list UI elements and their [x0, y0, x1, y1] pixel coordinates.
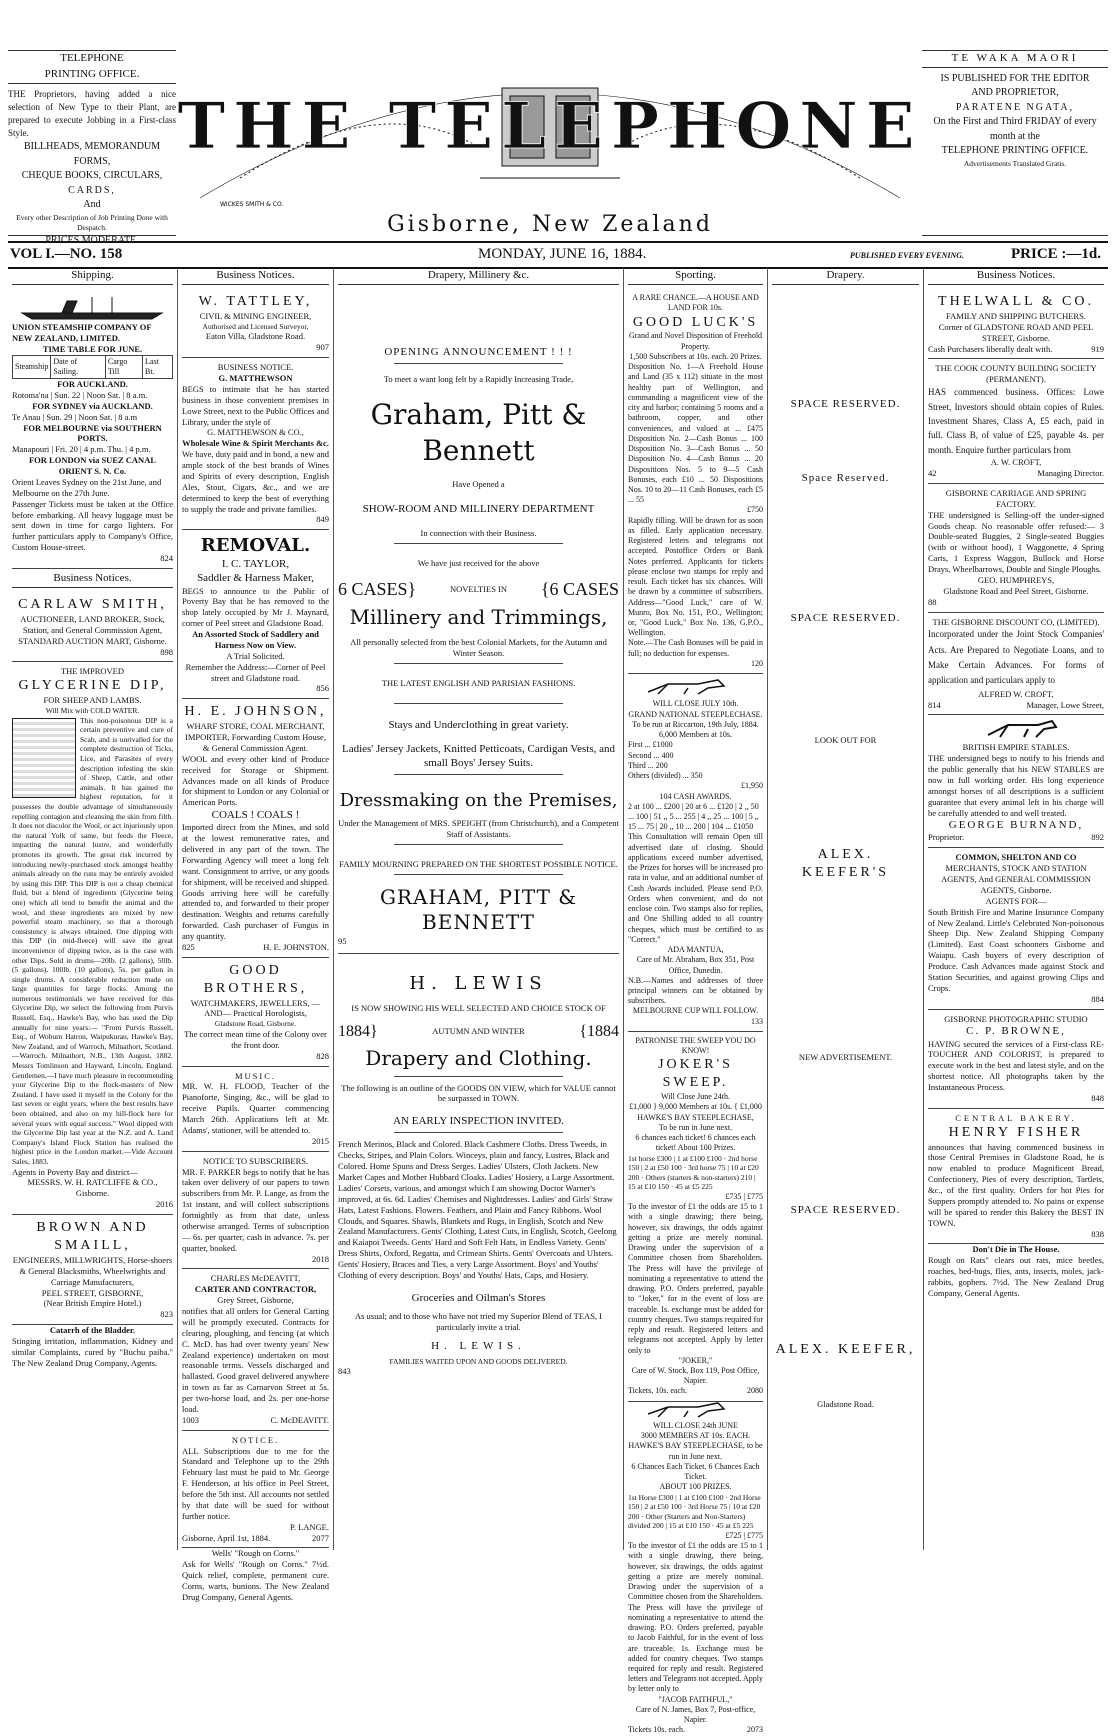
tattley-trade: CIVIL & MINING ENGINEER, — [199, 310, 312, 321]
tattley-ad — [182, 289, 329, 358]
lewis-drapery: Drapery and Clothing. — [365, 1045, 592, 1070]
ad-number: 919 — [1091, 343, 1104, 354]
gnsc-awards-body: 2 at 100 ... £200 | 20 at 6 ... £120 | 2 ,, 50 ... 100 | 51 ,, 5 ... 255 | 4 ,, 25 ... 100 | 5 ,, 15 ... 75 | 20 ,, 10 ... 200 | 104 ... £1050 — [628, 801, 759, 832]
carlaw-address: STANDARD AUCTION MART, Gisborne. — [18, 635, 167, 646]
jf-table: 1st Horse £300 | 1 at £100 £100 · 2nd Horse 150 | 2 at £50 100 · 3rd Horse 75 | 10 at £20 200 · Other (Starters and Non-Starters) divided 200 | 15 at £10 150 · 45 at £5 225 — [628, 1492, 761, 1531]
waka-title: TE WAKA MAORI — [922, 50, 1108, 68]
luck-body: Disposition No. 1—A Freehold House and Land (35 x 112) situate in the most healthy part of Wellington, and commanding a magnificent view of the city and harbor; containing 5 rooms and a bathroom, copper, and other conveniences, and valued at ... £475 Disposition No. 2—Cash Bonus ... 100 Disposition No. 3—Cash Bonus ... 50 Disposition No. 4—Cash Bonus ... 20 Dispositions Nos. 5 to 9—5 Cash Bonuses, each £10 ... 50 Dispositions Nos. 10 to 20—11 Cash Bonuses, each £5 ... 55 — [628, 362, 763, 505]
cases-right: {6 CASES — [540, 579, 619, 600]
orient-note: Orient Leaves Sydney on the 21st June, and Melbourne on the 27th June. — [12, 476, 162, 498]
printing-line6: PRICES MODERATE. — [45, 235, 139, 247]
jokers-sweep-ad — [628, 1032, 763, 1402]
glycerine-ad — [12, 662, 173, 1215]
printing-body: THE Proprietors, having added a nice selection of New Type to their Plant, are prepared to execute Jobbing in a First-class Style. — [8, 88, 176, 139]
jacob-address: Care of N. James, Box 7, Post-office, Napier. — [635, 1704, 756, 1725]
gnsc-prize4: Others (divided) ... 350 — [628, 771, 703, 781]
joker-sign: "JOKER," — [678, 1355, 713, 1365]
johnson-sign: H. E. JOHNSTON. — [263, 941, 329, 952]
notice-body: ALL Subscriptions due to me for the Standard and Telephone up to the 29th February last must be paid to Mr. George F. Henderson, at his office in Peel Street, before the 5th inst. All accounts not settled by that date will be sued for without further notice. — [182, 1445, 329, 1521]
jokers-body: To the investor of £1 the odds are 15 to 1 with a single drawing; there being, however, six drawings, the odds against getting a prize are merely nominal. Drawing under the supervision of a Committee chosen from Shareholders. The Press will have the privilege of nominating a representative to attend the drawing. P.O. Orders preferred, payable to "Joker," for in the event of loss are traceable. Is. exchange must be added for country cheques. Two stamps required for reply and result. Registered letters and telegrams not accepted. Apply by letter only to — [628, 1202, 763, 1355]
gnsc-prize1: First ... £1000 — [628, 740, 673, 750]
masthead — [177, 28, 923, 210]
jokers-chances: 6 chances each ticket! 6 chances each ticket! About 100 Prizes. — [635, 1133, 756, 1153]
th-steamship: Steamship — [13, 355, 51, 378]
carlaw-ad — [12, 592, 173, 662]
good-address: Gladstone Road, Gisborne. — [214, 1019, 297, 1029]
taylor-trial: A Trial Solicited. — [226, 650, 285, 661]
price: PRICE :—1d. — [1011, 246, 1102, 262]
cook-title: THE COOK COUNTY BUILDING SOCIETY (PERMANENT). — [935, 363, 1097, 385]
lewis-title: H. LEWIS — [409, 972, 548, 994]
die-title: Don't Die in The House. — [972, 1244, 1060, 1255]
stays: Stays and Underclothing in great variety. — [388, 718, 569, 731]
jackets: Ladies' Jersey Jackets, Knitted Petticoats, Cardigan Vests, and small Boys' Jersey Suits. — [341, 742, 616, 769]
carriage-factory-ad — [928, 484, 1104, 613]
ad-number: 42 — [928, 468, 937, 479]
bakery-title: CENTRAL BAKERY. — [955, 1112, 1077, 1123]
johnson-body: WOOL and every other kind of Produce received for Storage or Shipment. Advances made on all kinds of Produce for shipment to London or any Colonial or American Ports. — [182, 753, 329, 808]
luck-total: £750 — [747, 505, 763, 515]
family-mourning: FAMILY MOURNING PREPARED ON THE SHORTEST POSSIBLE NOTICE. — [339, 858, 618, 869]
croft-title: Managing Director. — [1037, 468, 1104, 479]
dressmaking-title: Dressmaking on the Premises, — [339, 789, 618, 811]
common-shelton-ad — [928, 848, 1104, 1009]
keefer-name: ALEX. KEEFER'S — [801, 847, 890, 881]
johnson-name: H. E. JOHNSON, — [184, 704, 327, 720]
column-head: Business Notices. — [928, 268, 1104, 285]
lewis-autumn: AUTUMN AND WINTER — [432, 1026, 525, 1037]
rare-chance: A RARE CHANCE.—A HOUSE AND LAND FOR 10s. — [632, 293, 759, 313]
catarrh-title: Catarrh of the Bladder. — [49, 1325, 136, 1336]
central-bakery-ad — [928, 1109, 1104, 1245]
row-melbourne: Manapouri | Fri. 20 | 4 p.m. Thu. | 4 p.m. — [12, 444, 151, 455]
removal-title: REMOVAL. — [200, 535, 311, 557]
ad-number: 838 — [1091, 1228, 1104, 1239]
wells-body: Ask for Wells' "Rough on Corns." 7½d. Quick relief, complete, permanent cure. Corns, warts, bunions. The New Zealand Drug Company, General Agents. — [182, 1559, 329, 1602]
volume-number: VOL I.—NO. 158 — [10, 246, 123, 262]
printing-line1: BILLHEADS, MEMORANDUM FORMS, — [23, 141, 161, 167]
passenger-note: Passenger Tickets must be taken at the Office before embarking. All heavy luggage must be sent down in time for cargo lighters. For further particulars apply to Company's Office, Custom House-street. — [12, 498, 173, 553]
year-left: 1884} — [338, 1022, 378, 1040]
rough-on-rats-ad — [928, 1244, 1104, 1298]
notice-date: Gisborne, April 1st, 1884. — [182, 1532, 271, 1543]
glyc-mix: Will Mix with COLD WATER. — [45, 706, 140, 716]
johnson-ad — [182, 699, 329, 957]
for-melbourne: FOR MELBOURNE via SOUTHERN PORTS. — [23, 422, 162, 444]
lange-notice-ad — [182, 1431, 329, 1549]
mcd-body: notifies that all orders for General Carting will be promptly executed. Contracts for clearing, ploughing, and fencing (at which C. McD. has had over twenty years' New Zealand experience) undertaken on most reasonable terms. Vessels discharged and ballasted. Good gravel delivered anywhere in town as far as Carnarvon Street at 5s. per two-horse load, and 2s. per one-horse load. — [182, 1306, 329, 1414]
empire-title: BRITISH EMPIRE STABLES. — [962, 742, 1070, 753]
humphreys-name: GEO. HUMPHREYS, — [977, 574, 1055, 585]
waka-line6: Advertisements Translated Gratis. — [963, 158, 1067, 168]
matthewson-ad — [182, 358, 329, 530]
taylor-name: I. C. TAYLOR, — [221, 558, 290, 571]
agents-body: South British Fire and Marine Insurance Company of New Zealand. Little's Celebrated Non-poisonous Sheep Dip. New Zealand Shipping Company (Limited). East Coast schooners Gisborne and Waiapu. Cash buyers of every description of Produce. Cash Advances made against Stock and Station Securities, and against growing Clips and Crops. — [928, 906, 1104, 993]
matthewson-co: G. MATTHEWSON & CO., — [207, 427, 304, 438]
ad-number: 814 — [928, 699, 941, 710]
lewis-inspection: AN EARLY INSPECTION INVITED. — [393, 1115, 564, 1128]
keefer-name2: ALEX. KEEFER, — [775, 1341, 916, 1357]
lewis-outline: The following is an outline of the GOODS ON VIEW, which for VALUE cannot be surpassed in TOWN. — [341, 1082, 616, 1104]
ad-number: 898 — [160, 646, 173, 657]
column-head: Drapery, Millinery &c. — [338, 268, 619, 285]
gpb-ad — [338, 345, 619, 954]
jokers-close: Will Close June 24th. — [660, 1092, 730, 1102]
matthewson-trade: Wholesale Wine & Spirit Merchants &c. — [182, 438, 329, 449]
ad-number: 825 — [182, 941, 195, 952]
humphreys-address: Gladstone Road and Peel Street, Gisborne. — [943, 585, 1089, 596]
column-head: Shipping. — [12, 268, 173, 285]
ad-number: 120 — [751, 658, 763, 668]
patronise: PATRONISE THE SWEEP YOU DO KNOW! — [635, 1035, 756, 1056]
subs-body: MR. F. PARKER begs to notify that he has taken over delivery of our papers to town subscribers from Mr. P. Lange, as from the 1st instant, and will collect subscriptions fortnightly as from that date, unless otherwise arranged. Terms of subscription— 6s. per quarter, cash in advance. 7s. per quarter, booked. — [182, 1166, 329, 1253]
taylor-address: Remember the Address:—Corner of Peel street and Gladstone road. — [185, 661, 326, 683]
ad-number: 907 — [316, 342, 329, 353]
published-note: PUBLISHED EVERY EVENING. — [850, 251, 965, 260]
brown-address: PEEL STREET, GISBORNE, — [41, 1287, 144, 1298]
gnsc-members: 6,000 Members at 10s. — [658, 730, 733, 740]
tattley-name: W. TATTLEY, — [198, 294, 313, 310]
jokers-total: £735 | £775 — [725, 1191, 763, 1201]
gpb-title: Graham, Pitt & Bennett — [370, 398, 587, 467]
gnsc-title: GRAND NATIONAL STEEPLECHASE. — [628, 709, 763, 719]
jokers-run: To be run in June next. — [658, 1122, 733, 1132]
cook-county-ad — [928, 359, 1104, 483]
ad-number: 848 — [1091, 1092, 1104, 1103]
waka-line4: On the First and Third FRIDAY of every month at the — [933, 116, 1097, 142]
croft3-name: ALFRED W. CROFT, — [978, 688, 1054, 699]
wells-title: Wells' "Rough on Corns." — [211, 1548, 300, 1559]
gnsc-nb: N.B.—Names and addresses of three principal winners can be obtained by subscribers. — [628, 975, 763, 1006]
lewis-sign: H. LEWIS. — [431, 1339, 526, 1352]
gpb-showroom: SHOW-ROOM AND MILLINERY DEPARTMENT — [362, 502, 595, 515]
empire-stables-ad — [928, 715, 1104, 848]
common-trade: MERCHANTS, STOCK AND STATION AGENTS, And GENERAL COMMISSION AGENTS, Gisborne. — [941, 863, 1091, 895]
music-body: MR. W. H. FLOOD, Teacher of the Pianoforte, Singing, &c., will be glad to receive Pupils. Quarter commencing March 26th. Applications left at Mr. Adams', stationer, will be attended to. — [182, 1081, 329, 1135]
photo-studio-ad — [928, 1010, 1104, 1109]
column-business-notices-2 — [924, 268, 1108, 1550]
column-shipping — [8, 268, 178, 1550]
gnsc-body: This Consultation will remain Open till advertised date of closing. Should applications exceed number advertised, the Prizes for horses will be increased pro rata in value, and an additional number of Cash Awards included. Please send P.O. Orders when convenient, and do not enclose coin. Two stamps also for replies, and One Shilling added to all country cheques, which must be certified to as "Correct." — [628, 832, 763, 944]
gpb-opened: Have Opened a — [452, 478, 505, 489]
ada-name: ADA MANTUA, — [667, 945, 724, 955]
jf-prizes: ABOUT 100 PRIZES. — [659, 1482, 732, 1492]
mcd-trade: CARTER AND CONTRACTOR, — [194, 1284, 317, 1295]
good-luck-ad — [628, 289, 763, 674]
tattley-address: Eaton Villa, Gladstone Road. — [205, 331, 306, 342]
lewis-showing: IS NOW SHOWING HIS WELL SELECTED AND CHOICE STOCK OF — [351, 1002, 606, 1013]
for-london: FOR LONDON via SUEZ CANAL ORIENT S. N. Co. — [28, 455, 157, 477]
taylor-stock: An Assorted Stock of Saddlery and Harness Now on View. — [192, 629, 319, 650]
browne-name: C. P. BROWNE, — [966, 1025, 1066, 1038]
opening-want: To meet a want long felt by a Rapidly Increasing Trade, — [383, 374, 574, 385]
luck-note: Note.—The Cash Bonuses will be paid in full; no deduction for expenses. — [628, 638, 763, 658]
brown-near: (Near British Empire Hotel.) — [43, 1298, 142, 1309]
column-business-notices — [178, 268, 334, 1602]
mcd-street: Grey Street, Gisborne, — [217, 1295, 294, 1306]
catarrh-body: Stinging irritation, inflammation, Kidney and similar Complaints, cured by "Buchu paiba." The New Zealand Drug Company, Agents. — [12, 1336, 173, 1368]
glyc-intro: THE IMPROVED — [60, 666, 125, 677]
mcd-sign: C. McDEAVITT. — [270, 1414, 329, 1425]
jf-hb: HAWKE'S BAY STEEPLECHASE, to be run in June next. — [628, 1441, 763, 1461]
croft-name: A. W. CROFT, — [990, 457, 1042, 468]
carriage-body: THE undersigned is Selling-off the under-signed Goods cheap. No reasonable offer refused:— 3 Double-seated Buggies, 2 Single-seated Buggies (with or without hood), 1 Waggonette, 4 Spring Carts, 1 Express Waggon, Bullock and Horse Drays, Wheelbarrows, Double and Single Ploughs. — [928, 509, 1104, 575]
taylor-trade: Saddler & Harness Maker, — [197, 572, 314, 585]
carlaw-trade: AUCTIONEER, LAND BROKER, Stock, Station, and General Commission Agent, — [20, 613, 165, 635]
joker-tickets: Tickets, 10s. each. — [628, 1386, 688, 1396]
notice-title: NOTICE. — [231, 1434, 280, 1445]
cook-body: HAS commenced business. Offices: Lowe Street, Investors should obtain copies of Rules. Investment Shares, Class A, £5 each, paid in full. Class B, of value of £25, payable 4s. per month. Enquire further particulars from — [928, 387, 1104, 455]
dateline — [8, 241, 1108, 269]
jacob-sign: "JACOB FAITHFUL," — [658, 1694, 733, 1704]
carlaw-name: CARLAW SMITH, — [18, 597, 167, 612]
column-head: Sporting. — [628, 268, 763, 285]
jf-body: To the investor of £1 the odds are 15 to 1 with a single drawing, there being, however, six drawings, the odds against getting a prize are merely nominal. Drawing under the supervision of a Committee chosen from the Shareholders. The Press will have the privilege of nominating a representative to attend the drawing. P.O. Orders preferred, payable to Jacob Faithful, for in the event of loss are traceable. 1s. Exchange must be added for country cheques. Two stamps required for reply and result. Registered letters and Telegrams not accepted. Apply by letter only to — [628, 1541, 763, 1694]
grocery-title: Groceries and Oilman's Stores — [411, 1291, 546, 1304]
brown-smaill-ad — [12, 1215, 173, 1325]
fisher-body: announces that having commenced business in those Central Premises in Gladstone Road, he is now enabled to produce Magnificent Bread, Confectionery, Pies of every description, Tartlets, &c., of the first quality. Orders for hot Pies for Suppers promptly attended to. No pains or expense will be spared to render this Bakery the BEST IN TOWN. — [928, 1141, 1104, 1228]
millinery-title: Millinery and Trimmings, — [349, 605, 608, 630]
masthead-title: THE TELEPHONE — [177, 89, 923, 164]
usco-ad — [12, 289, 173, 569]
ad-number: 828 — [316, 1050, 329, 1061]
tattley-licensed: Authorised and Licensed Surveyor, — [202, 321, 309, 331]
column-head: Business Notices. — [182, 268, 329, 285]
photo-title: GISBORNE PHOTOGRAPHIC STUDIO — [944, 1013, 1088, 1024]
waka-line5: TELEPHONE PRINTING OFFICE. — [941, 145, 1089, 157]
ad-number: 95 — [338, 935, 347, 946]
luck-title: GOOD LUCK'S — [632, 314, 759, 330]
discount-title: THE GISBORNE DISCOUNT CO, (LIMITED). — [932, 616, 1100, 627]
keefer-address: Gladstone Road. — [817, 1398, 874, 1409]
waka-maori-box — [922, 50, 1108, 236]
racehorse-icon — [628, 678, 764, 696]
grocery-body: As usual; and to those who have not tried my Superior Blend of TEAS, I particularly invite a trial. — [354, 1310, 603, 1332]
ad-number: 2018 — [312, 1253, 329, 1264]
johnson-trade: WHARF STORE, COAL MERCHANT, IMPORTER, Forwarding Custom House, & General Commission Agent. — [185, 721, 326, 753]
discount-body: Incorporated under the Joint Stock Companies' Acts. Are Prepared to Negotiate Loans, and to Make Certain Advances. For forms of application and particulars apply to — [928, 629, 1104, 686]
mcdeavitt-ad — [182, 1269, 329, 1430]
masthead-city: Gisborne, New Zealand — [387, 212, 713, 237]
jacob-tickets: Tickets 10s. each. — [628, 1725, 686, 1735]
usco-title: UNION STEAMSHIP COMPANY OF NEW ZEALAND, LIMITED. — [12, 321, 152, 343]
croft4-title: Manager, Lowe Street, — [1026, 699, 1104, 710]
dip-drum-image — [12, 718, 76, 798]
ad-number: 2015 — [312, 1135, 329, 1146]
jokers-hb: HAWKE'S BAY STEEPLECHASE, — [637, 1112, 754, 1122]
timetable — [12, 355, 173, 379]
for-sydney: FOR SYDNEY via AUCKLAND. — [32, 400, 153, 411]
subscribers-ad — [182, 1152, 329, 1270]
printing-title2: PRINTING OFFICE. — [44, 67, 140, 80]
look-out: LOOK OUT FOR — [814, 735, 877, 746]
ad-number: 856 — [316, 683, 329, 694]
millinery-selected: All personally selected from the best Colonial Markets, for the Autumn and Winter Season. — [350, 637, 607, 658]
subs-title: NOTICE TO SUBSCRIBERS. — [202, 1155, 309, 1166]
ad-number: 843 — [338, 1366, 351, 1377]
jf-total: £725 | £775 — [725, 1530, 763, 1540]
space-reserved-2: Space Reserved. — [801, 472, 890, 485]
for-auckland: FOR AUCKLAND. — [57, 379, 128, 390]
burnand-title: Proprietor. — [928, 832, 965, 843]
ad-number: 133 — [751, 1016, 763, 1026]
th-cargo: Cargo Till — [105, 355, 142, 378]
dressmaking-management: Under the Management of MRS. SPEIGHT (from Christchurch), and a Competent Staff of Assistants. — [338, 817, 619, 839]
printing-line4: And — [83, 199, 101, 211]
luck-body2: Rapidly filling. Will be drawn for as soon as filled. Early application necessary. Registered letters and telegrams not accepted. Postoffice Orders or Bank Notes preferred. Applicants for tickets please enclose two stamps for reply and result. Each ticket has six chances. Will be drawn by a committee of subscribers. Address—"Good Luck," care of W. Munro, Box No. 151, P.O., Wellington; or, "Good Luck," Box No. 136, G.P.O., Wellington. — [628, 515, 763, 638]
mcd-name: CHARLES McDEAVITT, — [210, 1273, 301, 1284]
die-body: Rough on Rats" clears out rats, mice beetles, roaches, bed-bugs, flies, ants, insects, moles, jack-rabbits, gophers. 7½d. The New Zealand Drug Company, General Agents. — [928, 1255, 1104, 1298]
ad-number: 824 — [160, 553, 173, 564]
matthewson-name: G. MATTHEWSON — [218, 373, 293, 384]
space-reserved-3: SPACE RESERVED. — [790, 612, 901, 625]
issue-date: MONDAY, JUNE 16, 1884. — [478, 246, 647, 262]
browne-body: HAVING secured the services of a First-class RE-TOUCHER AND COLORIST, is prepared to execute work in the best and latest style, and on the shortest notice. All photographs taken by the Instantaneous Process. — [928, 1038, 1104, 1093]
music-ad — [182, 1067, 329, 1152]
ad-number: 1003 — [182, 1414, 199, 1425]
printing-title: TELEPHONE — [60, 52, 124, 64]
thelwall-ad — [928, 289, 1104, 359]
racehorse-icon — [628, 1402, 764, 1418]
gpb-connection: In connection with their Business. — [420, 527, 537, 538]
grand-national-ad — [628, 674, 763, 1032]
thelwall-trade: FAMILY AND SHIPPING BUTCHERS. — [946, 310, 1086, 321]
year-right: {1884 — [579, 1022, 619, 1040]
agents-for: AGENTS FOR— — [985, 895, 1047, 906]
gnsc-run: To be run at Riccarton, 19th July, 1884. — [632, 719, 759, 729]
joker-sign2: Care of W. Stock, Box 119, Post Office, Napier. — [631, 1365, 760, 1386]
jacob-faithful-ad — [628, 1402, 763, 1736]
lewis-goods: French Merinos, Black and Colored. Black Cashmere Cloths. Dress Tweeds, in Checks, Stripes, and Plain Colors. Winceys, plain and fancy, Lustres, Black and Colored. Home Spuns and Dress Serges. Ladies' Ulsters, Cloth Jackets. New Market Capes and Mother Hubbard Cloaks. Ladies' Hosiery, a Large Assortment. Ladies' Corsets, various, and amongst which I am showing Doctor Warner's improved, at 6s. 6d. Ladies' Chemises and Nightdresses. Ladies' and Girls' Straw Hats, Latest Fashions. Flowers. Feathers, and Plain and Fancy Ribbons. Wool Clouds, and Squares. Shawls, Blankets and Rugs, in English, Scotch and New Zealand Manufacturers. Gents' Clothing, Latest Cuts, in English, Scotch, Geelong and Kaiapoi Tweeds. Gents' Hard and Soft Felt Hats, in Endless Variety. Gents' Dress Shirts, Oxford, Regatta, and Crimean Shirts. Gents' Overcoats and Ulsters. Gents' Hosiery, Braces and Ties, a very Large Assortment. Boys' and Youths' Clothing of every description. Boys' and Youths' Hats, Caps, and Hosiery. — [338, 1139, 617, 1280]
notice-sign: P. LANGE. — [290, 1521, 329, 1532]
carriage-title: GISBORNE CARRIAGE AND SPRING FACTORY. — [945, 487, 1087, 509]
discount-co-ad — [928, 613, 1104, 716]
thelwall-address: Corner of GLADSTONE ROAD AND PEEL STREET, Gisborne. — [938, 321, 1094, 343]
column-sporting — [624, 268, 768, 1735]
ad-number: 2016 — [156, 1199, 173, 1210]
jokers-members: £1,000 } 9,000 Members at 10s. { £1,000 — [629, 1102, 762, 1112]
usco-timetable: TIME TABLE FOR JUNE. — [42, 343, 143, 354]
novelties: NOVELTIES IN — [449, 584, 508, 595]
empire-body: THE undersigned begs to notify to his friends and the public generally that his NEW STABLES are now in full working order. His long experience amongst horses of all descriptions is a sufficient guarantee that every animal left in his charge will be carefully attended to and well treated. — [928, 753, 1104, 818]
taylor-body: BEGS to announce to the Public of Poverty Bay that he has removed to the shop lately occupied by Mr J. Maynard, corner of Peel street and Gladstone Road. — [182, 585, 329, 629]
coals-title: COALS ! COALS ! — [211, 809, 300, 822]
jokers-title: JOKER'S SWEEP. — [658, 1057, 733, 1091]
masthead-art — [177, 28, 923, 210]
glyc-for: FOR SHEEP AND LAMBS. — [43, 695, 142, 706]
new-advertisement: NEW ADVERTISEMENT. — [798, 1052, 893, 1062]
ad-number: 2073 — [747, 1725, 763, 1735]
ad-number: 88 — [928, 596, 937, 607]
steamship-icon — [12, 293, 172, 319]
cases-left: 6 CASES} — [338, 579, 417, 600]
lewis-ad — [338, 972, 619, 1378]
ad-number: 2077 — [312, 1532, 329, 1543]
column-drapery-millinery — [334, 268, 624, 1550]
th-last: Last Bt. — [143, 355, 173, 378]
glyc-body: This non-poisonous DIP is a certain preventive and cure of Scab, and is unrivalled for the complete destruction of Ticks, Lice, and Parasites of every description infesting the skin of Sheep, Cattle, and other animals. It has gained the highest reputation, for it possesses the double advantage of simultaneously repelling contagion and cleansing the skin from filth. It does not discolor the Wool, or act injuriously upon the natural Yolk of same, but feeds the Fleece, imparting the natural lustre, and wonderfully promotes its growth. The great risk incurred by introducing newly-purchased stock amongst healthy animals already on the runs may be entirely avoided by using this DIP. This DIP is not a cheap chemical fluid, but a blend of ingredients (Glycerine being one) which all tend to benefit the animal and the wool, and these ingredients are mixed by new powerful steam machinery, so that a thorough consistency is always obtained. One dipping with this DIP (in mid-fleece) will save the great inconvenience of dipping twice, as is the case with other Dips. Sold in drums—20lb. (2 gallons), 50lb. (5 gallons), 100lb. (10 gallons), 5s. per gallon in single drums. A considerable reduction made on large quantities for large flocks. Among the numerous testimonials we have received for this Glycerine Dip, we select the following from Purvis Russell, Esq., Hawke's Bay, who has used the Dip annually for nine years:— "From Purvis Russell, Esq., of Woburn Hatron, Waipukurau, Hawke's Bay, New Zealand, and of Warroch, Milnathort, Scotland.—Warroch, Milnathort, N.B., 13th August, 1882. Messrs Tomlinson and Hayward, Lincoln, England. Gentlemen,—I have much pleasure in recommending your Glycerine Dip to the flock-masters of New Zealand. I have used it myself in the Colony for the last seven or eight years, where the best results have been obtained, and also on my hill-flock here for several years with equal success." Wool dipped with the Glycerine Dip last year at the N.Z. and A. Land Company's Island Flock Station has realised the highest price in the London market.—Vide Account Sales, 1883. — [12, 715, 173, 1166]
good-name: GOOD BROTHERS, — [203, 962, 308, 996]
bn-notice: BUSINESS NOTICE. — [217, 362, 294, 373]
jokers-table: 1st horse £300 | 1 at £100 £100 · 2nd horse 150 | 2 at £50 100 · 3rd horse 75 | 10 at £20 200 · Others (starters & non-starters) 210 | 15 at £10 150 · 45 at £5 225 — [628, 1153, 759, 1192]
jf-members: 3000 MEMBERS AT 10s. EACH. — [640, 1431, 751, 1441]
gnsc-awards: 104 CASH AWARDS. — [659, 791, 732, 801]
opening-title: OPENING ANNOUNCEMENT ! ! ! — [384, 346, 573, 359]
printing-line2: CHEQUE BOOKS, CIRCULARS, — [21, 170, 163, 182]
close-july: WILL CLOSE JULY 10th. — [652, 699, 739, 709]
waka-line1: IS PUBLISHED FOR THE EDITOR — [940, 72, 1090, 84]
printing-office-box — [8, 50, 176, 247]
good-time: The correct mean time of the Colony over the front door. — [184, 1028, 327, 1050]
gnsc-prize3: Third ... 200 — [628, 760, 668, 770]
wells-ad — [182, 1548, 329, 1602]
latest-fashions: THE LATEST ENGLISH AND PARISIAN FASHIONS. — [381, 677, 576, 688]
good-trade: WATCHMAKERS, JEWELLERS, —AND— Practical Horologists, — [190, 997, 321, 1019]
printing-line3: CARDS, — [68, 184, 116, 196]
glyc-agents2: MESSRS. W. H. RATCLIFFE & CO., Gisborne. — [27, 1177, 158, 1199]
glyc-agents: Agents in Poverty Bay and district— — [12, 1166, 138, 1177]
matthewson-body: BEGS to intimate that he has started business in those convenient premises in Lowe Street, next to the Public Offices and Library, under the style of — [182, 383, 329, 427]
luck-subs: 1,500 Subscribers at 10s. each. 20 Prizes. — [629, 351, 762, 361]
good-brothers-ad — [182, 958, 329, 1067]
matthewson-body2: We have, duty paid and in bond, a new and ample stock of the best brands of Wines and Spirits of every description, English Ales, Stout, Cigars, &c., and we are determined to keep the best of everything to supply the trade and private families. — [182, 449, 329, 514]
glyc-title: GLYCERINE DIP, — [18, 678, 167, 694]
ad-number: 849 — [316, 514, 329, 525]
masthead-credit: WICKES SMITH & CO. — [220, 201, 284, 208]
ad-number: 2080 — [747, 1386, 763, 1396]
ad-number: 884 — [1091, 993, 1104, 1004]
column-subhead: Business Notices. — [12, 571, 173, 588]
mcup: MELBOURNE CUP WILL FOLLOW. — [632, 1006, 759, 1016]
horse-icon — [928, 719, 1104, 739]
lewis-families: FAMILIES WAITED UPON AND GOODS DELIVERED. — [389, 1356, 568, 1366]
column-head: Drapery. — [772, 268, 919, 285]
space-reserved-4: SPACE RESERVED. — [790, 1203, 901, 1216]
waka-line2: AND PROPRIETOR, — [971, 87, 1059, 99]
gnsc-total: £1,950 — [741, 781, 763, 791]
ad-number: 892 — [1091, 832, 1104, 843]
space-reserved-1: SPACE RESERVED. — [790, 398, 901, 411]
brown-name: BROWN AND SMAILL, — [36, 1220, 149, 1253]
music-title: MUSIC. — [234, 1070, 277, 1081]
printing-line5: Every other Description of Job Printing Done with Despatch. — [16, 212, 168, 233]
taylor-ad — [182, 530, 329, 699]
gpb-title2: GRAHAM, PITT & BENNETT — [379, 884, 578, 935]
waka-line3: PARATENE NGATA, — [955, 101, 1075, 113]
burnand-name: GEORGE BURNAND, — [948, 819, 1084, 832]
ad-number: 823 — [160, 1309, 173, 1320]
common-name: COMMON, SHELTON AND CO — [955, 852, 1077, 863]
close-24: WILL CLOSE 24th JUNE — [653, 1420, 738, 1430]
column-drapery — [768, 268, 924, 1550]
coals-body: Imported direct from the Mines, and sold at the lowest remunerative rates, and delivered in any part of the town. The Forwarding Agency will meet a long felt want. Consignment to arrive, or any goods for shipment, will be received and shipped. Goods arriving here will be carefully attended to, and forwarded to their proper destination. Weights and returns carefully forwarded. Cash purchaser of Fungus in any quantity. — [182, 822, 329, 941]
row-auckland: Rotoma'na | Sun. 22 | Noon Sat. | 8 a.m. — [12, 389, 148, 400]
gpb-received: We have just received for the above — [417, 557, 540, 568]
brown-trade: ENGINEERS, MILLWRIGHTS, Horse-shoers & General Blacksmiths, Wheelwrights and Carriage Manufacturers, — [12, 1254, 173, 1287]
thelwall-name: THELWALL & CO. — [938, 294, 1094, 310]
jf-chances: 6 Chances Each Ticket. 6 Chances Each Ticket. — [631, 1461, 760, 1482]
fisher-name: HENRY FISHER — [948, 1124, 1084, 1140]
ada-address: Care of Mr. Abraham, Box 351, Post Office, Dunedin. — [636, 955, 755, 975]
th-date: Date of Sailing. — [51, 355, 106, 378]
thelwall-cash: Cash Purchasers liberally dealt with. — [928, 343, 1053, 354]
row-sydney: Te Anau | Sun. 29 | Noon Sat. | 8 a.m — [12, 411, 138, 422]
luck-sub: Grand and Novel Disposition of Freehold Property. — [628, 331, 763, 351]
catarrh-ad — [12, 1325, 173, 1369]
gnsc-prize2: Second ... 400 — [628, 750, 674, 760]
